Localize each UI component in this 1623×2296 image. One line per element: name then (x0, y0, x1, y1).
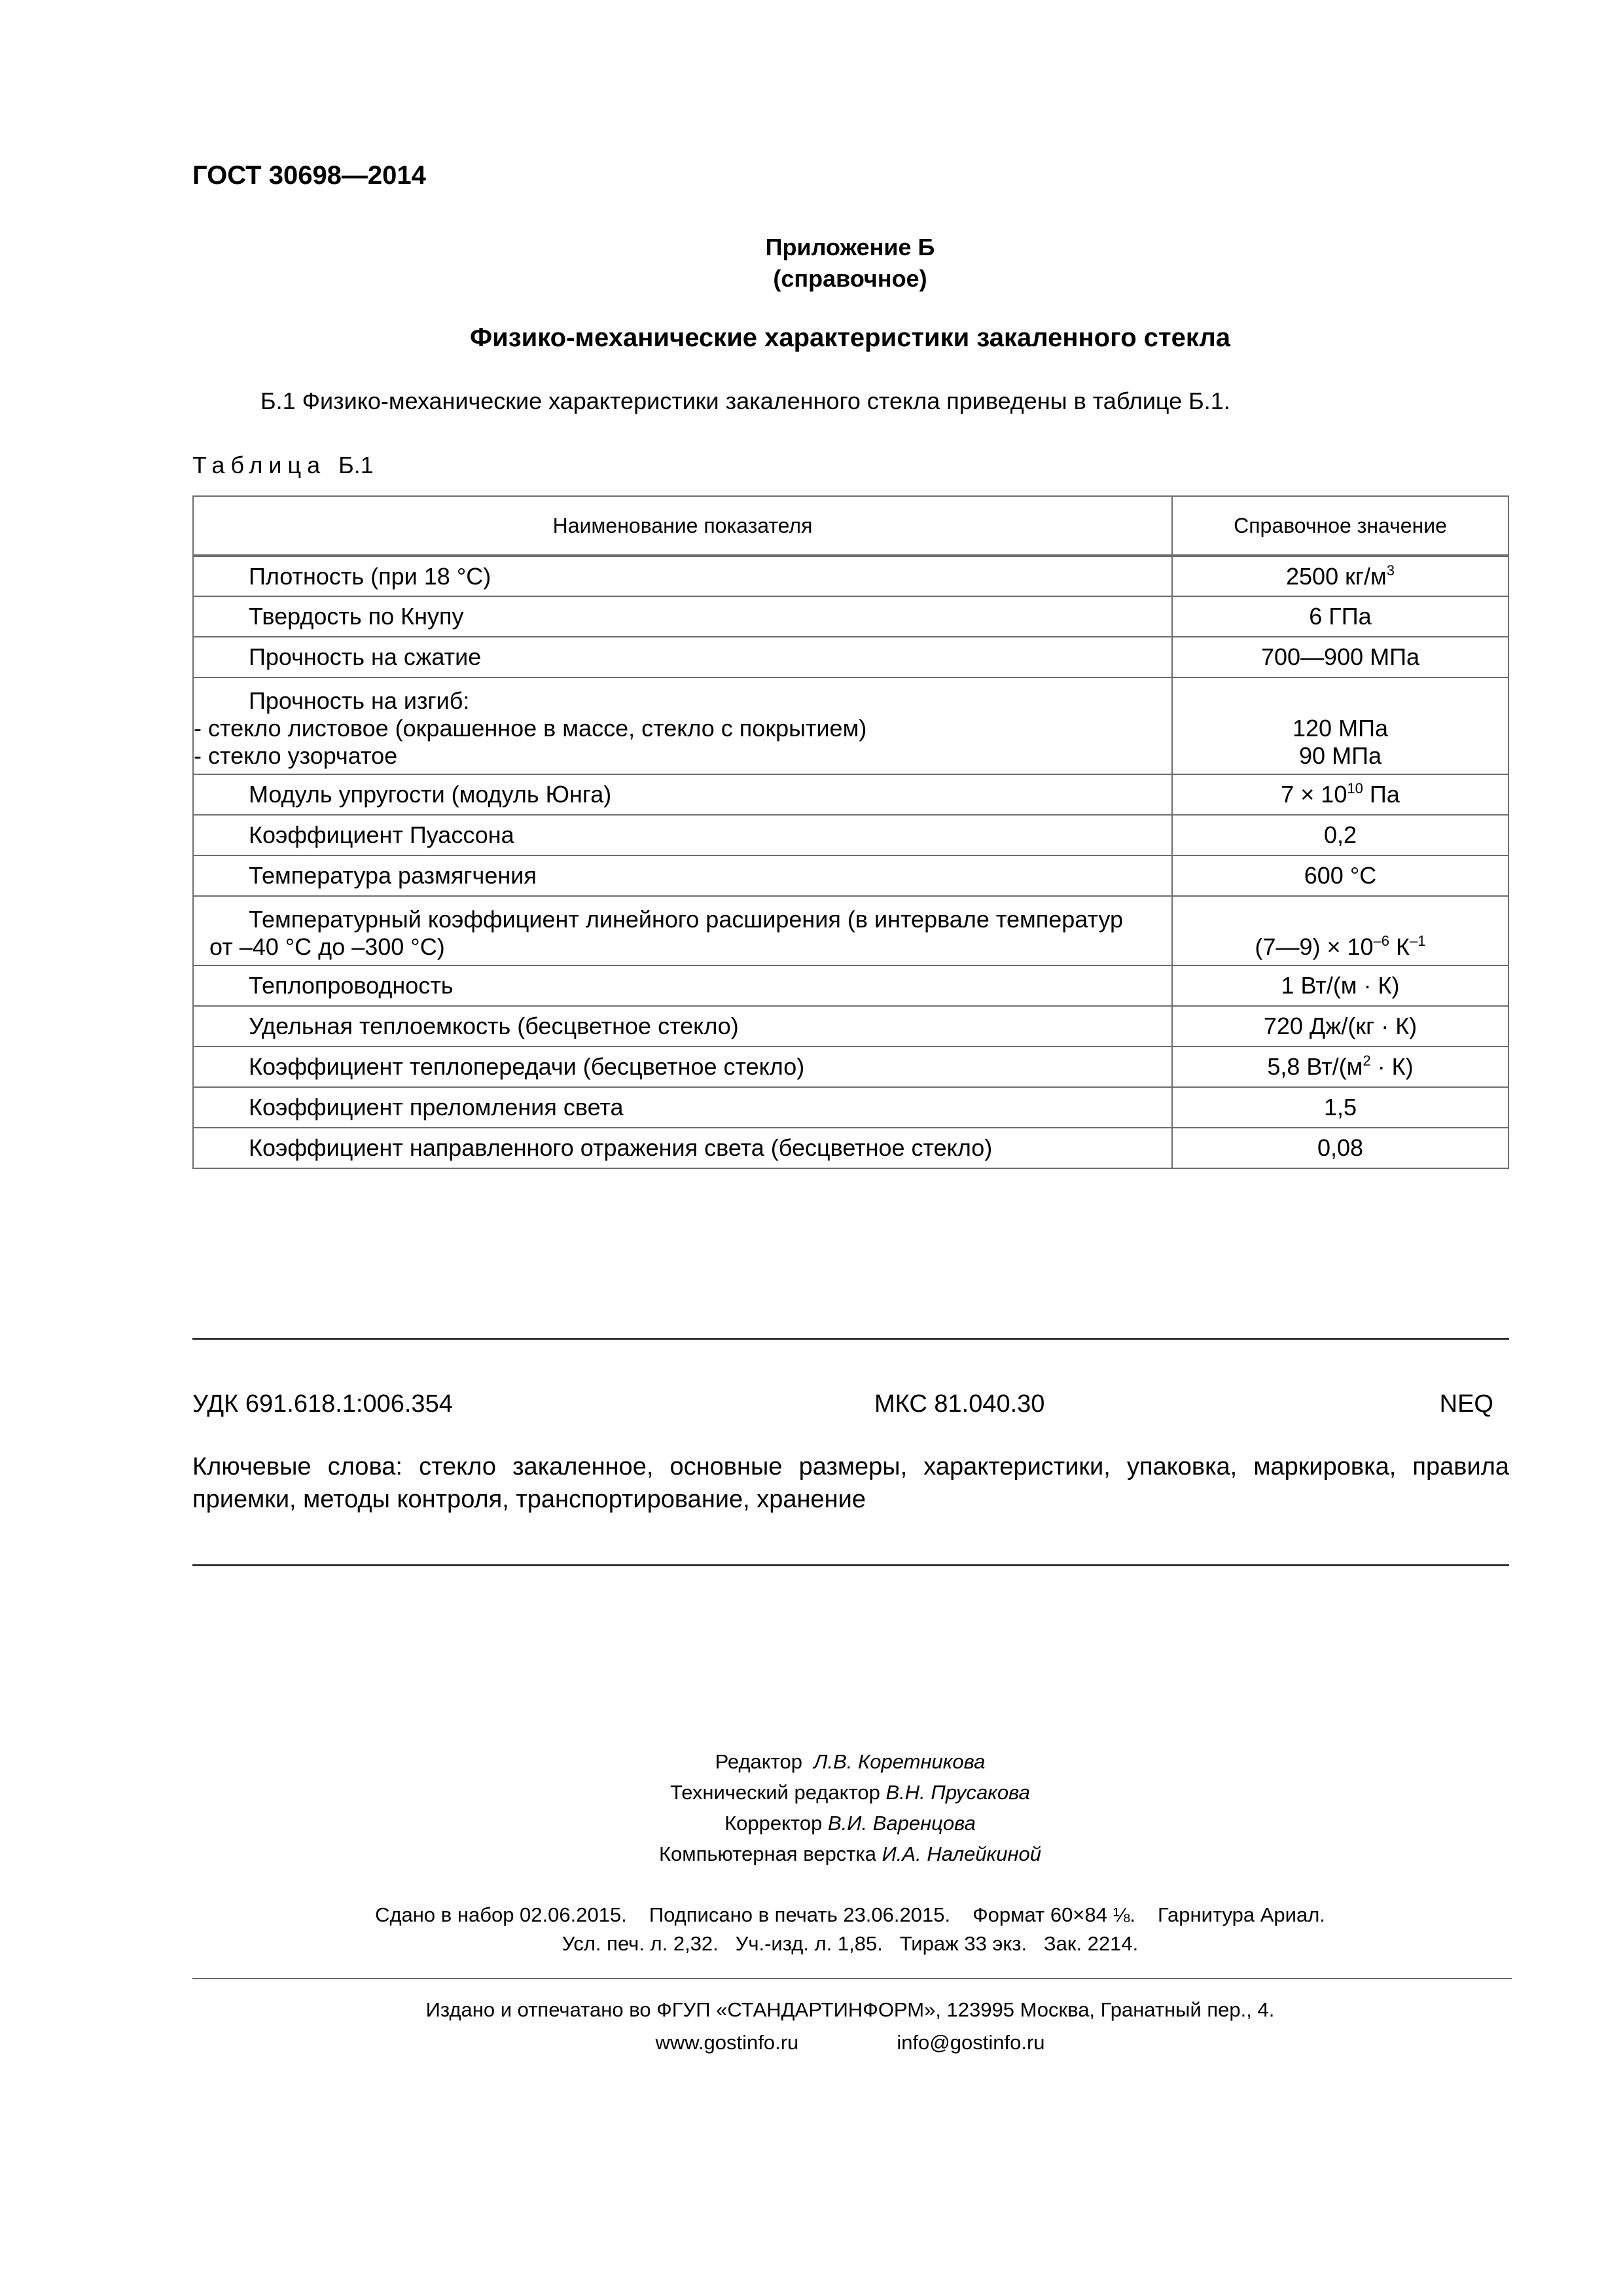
keywords: Ключевые слова: стекло закаленное, основные размеры, характеристики, упаковка, маркировка, правила приемки, методы контроля, транспортирование, хранение (192, 1453, 1509, 1513)
property-name: Коэффициент теплопередачи (бесцветное стекло) (193, 1047, 1172, 1087)
properties-table (192, 495, 1509, 1169)
table-caption (192, 452, 374, 479)
value-superscript: –6 (1373, 933, 1390, 949)
credit-label: Редактор (715, 1750, 803, 1773)
table-caption-number: Б.1 (338, 452, 374, 478)
property-name: Плотность (при 18 °С) (193, 556, 1172, 596)
property-value (1172, 677, 1508, 774)
document-code: ГОСТ 30698—2014 (192, 161, 426, 190)
column-header-value: Справочное значение (1172, 496, 1508, 556)
property-name: Модуль упругости (модуль Юнга) (193, 774, 1172, 815)
property-subitem: - стекло листовое (окрашенное в массе, стекло с покрытием) (194, 715, 867, 742)
value-text: 5,8 Вт/(м (1267, 1053, 1363, 1080)
property-name-line: Прочность на изгиб: (249, 687, 470, 714)
credit-person: Л.В. Коретникова (813, 1750, 986, 1773)
table-row (193, 677, 1508, 774)
imprint-line-1 (192, 1901, 1508, 1929)
table-row (193, 855, 1508, 896)
publisher-contacts (192, 2026, 1508, 2059)
imprint-submitted: Сдано в набор 02.06.2015. (375, 1903, 627, 1926)
credit-corrector (192, 1808, 1508, 1839)
table-row (193, 1128, 1508, 1168)
column-header-name: Наименование показателя (193, 496, 1172, 556)
property-value (1172, 1047, 1508, 1087)
publisher-line: Издано и отпечатано во ФГУП «СТАНДАРТИНФОРМ», 123995 Москва, Гранатный пер., 4. (425, 1998, 1275, 2021)
property-value: 0,2 (1172, 815, 1508, 855)
publisher-email-link[interactable]: info@gostinfo.ru (897, 2031, 1045, 2054)
credit-person: В.И. Варенцова (828, 1812, 976, 1835)
annex-heading (192, 232, 1508, 295)
table-row (193, 896, 1508, 965)
property-name-line: Температурный коэффициент линейного расширения (в интервале температур (249, 906, 1123, 933)
credit-person: И.А. Налейкиной (882, 1842, 1041, 1865)
value-text: 7 × 10 (1281, 781, 1347, 808)
property-subitem: - стекло узорчатое (194, 742, 398, 769)
value-superscript: 3 (1386, 562, 1395, 579)
annex-subtitle: (справочное) (773, 265, 927, 292)
imprint-pub-sheets: Уч.-изд. л. 1,85. (735, 1932, 883, 1955)
value-line: 90 МПа (1299, 742, 1382, 769)
annex-title: Приложение Б (765, 234, 935, 260)
property-name: Коэффициент преломления света (193, 1087, 1172, 1128)
property-value (1172, 774, 1508, 815)
udk-code: УДК 691.618.1:006.354 (192, 1390, 453, 1418)
table-row (193, 1047, 1508, 1087)
property-name: Температура размягчения (193, 855, 1172, 896)
footer-top-rule (192, 1338, 1509, 1340)
table-header-row (193, 496, 1508, 556)
section-title: Физико-механические характеристики закаленного стекла (469, 323, 1231, 352)
table-row (193, 596, 1508, 637)
property-value: 0,08 (1172, 1128, 1508, 1168)
imprint-order: Зак. 2214. (1043, 1932, 1139, 1955)
table-row (193, 1087, 1508, 1128)
imprint-block (192, 1901, 1508, 1958)
property-value (1172, 896, 1508, 965)
credit-label: Компьютерная верстка (659, 1842, 876, 1865)
value-unit: К (1389, 933, 1410, 960)
publisher-block (192, 1994, 1508, 2059)
property-name-line: от –40 °С до –300 °С) (209, 933, 445, 960)
property-value: 600 °С (1172, 855, 1508, 896)
property-name: Коэффициент направленного отражения света (бесцветное стекло) (193, 1128, 1172, 1168)
imprint-print-sheets: Усл. печ. л. 2,32. (562, 1932, 719, 1955)
credits-block (192, 1746, 1508, 1869)
table-row (193, 815, 1508, 855)
property-value (1172, 556, 1508, 596)
mks-code: МКС 81.040.30 (874, 1390, 1045, 1418)
credit-tech-editor (192, 1777, 1508, 1808)
property-name (193, 677, 1172, 774)
table-row (193, 965, 1508, 1006)
table-row (193, 637, 1508, 677)
property-name: Твердость по Кнупу (193, 596, 1172, 637)
imprint-signed: Подписано в печать 23.06.2015. (649, 1903, 951, 1926)
publisher-website-link[interactable]: www.gostinfo.ru (655, 2031, 799, 2054)
footer-bottom-rule (192, 1564, 1509, 1566)
value-text: 2500 кг/м (1286, 562, 1387, 590)
credit-layout (192, 1839, 1508, 1869)
table-row (193, 774, 1508, 815)
table-row (193, 1006, 1508, 1047)
property-value: 6 ГПа (1172, 596, 1508, 637)
property-name: Теплопроводность (193, 965, 1172, 1006)
property-name (193, 896, 1172, 965)
intro-paragraph: Б.1 Физико-механические характеристики закаленного стекла приведены в таблице Б.1. (260, 387, 1230, 414)
property-name: Удельная теплоемкость (бесцветное стекло) (193, 1006, 1172, 1047)
neq-mark: NEQ (1439, 1390, 1493, 1418)
property-value: 700—900 МПа (1172, 637, 1508, 677)
credit-person: В.Н. Прусакова (885, 1781, 1030, 1804)
value-superscript: 2 (1363, 1052, 1371, 1069)
value-unit: Па (1363, 781, 1400, 808)
property-value: 1,5 (1172, 1087, 1508, 1128)
property-value: 720 Дж/(кг · К) (1172, 1006, 1508, 1047)
imprint-typeface: Гарнитура Ариал. (1157, 1903, 1325, 1926)
imprint-run: Тираж 33 экз. (899, 1932, 1027, 1955)
imprint-format: Формат 60×84 ⅛. (972, 1903, 1135, 1926)
publisher-rule (192, 1978, 1512, 1979)
property-name: Коэффициент Пуассона (193, 815, 1172, 855)
table-row (193, 556, 1508, 596)
value-superscript: 10 (1347, 780, 1363, 797)
table-caption-word: Таблица (192, 452, 327, 478)
credit-label: Корректор (724, 1812, 823, 1835)
property-value: 1 Вт/(м · К) (1172, 965, 1508, 1006)
value-superscript: –1 (1410, 933, 1426, 949)
property-name: Прочность на сжатие (193, 637, 1172, 677)
imprint-line-2 (192, 1929, 1508, 1958)
credit-label: Технический редактор (670, 1781, 880, 1804)
value-line: 120 МПа (1293, 715, 1388, 742)
value-unit: · К) (1370, 1053, 1414, 1080)
credit-editor (192, 1746, 1508, 1777)
value-text: (7—9) × 10 (1255, 933, 1374, 960)
